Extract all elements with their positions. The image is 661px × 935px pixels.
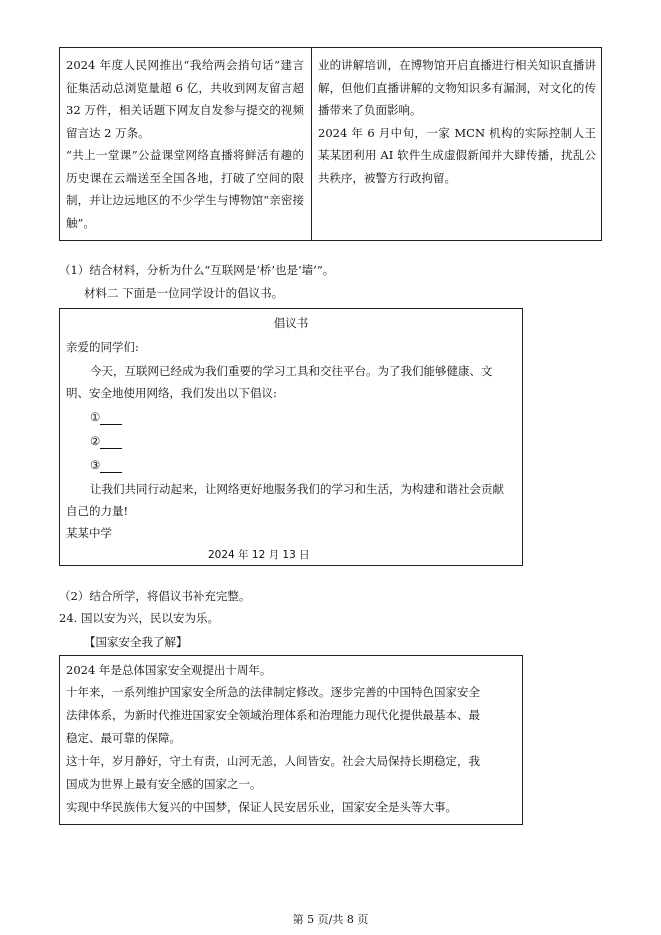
material-table bbox=[59, 47, 602, 241]
table-right-cell bbox=[318, 54, 596, 189]
security-line: 这十年，岁月静好，守土有责，山河无恙，人间皆安。社会大局保持长期稳定，我 bbox=[66, 754, 480, 768]
question-2: （2）结合所学，将倡议书补充完整。 bbox=[59, 589, 251, 603]
question-24-title: 24. 国以安为兴，民以安为乐。 bbox=[59, 611, 219, 625]
proposal-signature: 某某中学 bbox=[66, 526, 112, 540]
item-number: ② bbox=[90, 434, 101, 448]
proposal-item-1 bbox=[90, 409, 122, 425]
proposal-box bbox=[59, 308, 523, 566]
proposal-closing: 自己的力量! bbox=[66, 504, 129, 518]
security-line: 2024 年是总体国家安全观提出十周年。 bbox=[66, 663, 272, 677]
answer-blank[interactable] bbox=[100, 460, 122, 473]
proposal-intro: 明、安全地使用网络，我们发出以下倡议: bbox=[66, 386, 277, 400]
proposal-greeting: 亲爱的同学们: bbox=[66, 340, 139, 354]
right-paragraph: 业的讲解培训，在博物馆开启直播进行相关知识直播讲解，但他们直播讲解的文物知识多有漏洞，对文化的传播带来了负面影响。 bbox=[318, 58, 596, 117]
question-1: （1）结合材料，分析为什么“互联网是‘桥’也是‘墙’”。 bbox=[59, 263, 335, 277]
proposal-item-2 bbox=[90, 433, 122, 449]
proposal-title: 倡议书 bbox=[273, 316, 309, 330]
security-line: 实现中华民族伟大复兴的中国梦，保证人民安居乐业，国家安全是头等大事。 bbox=[66, 800, 457, 814]
security-line: 稳定、最可靠的保障。 bbox=[66, 731, 181, 745]
right-paragraph: 2024 年 6 月中旬，一家 MCN 机构的实际控制人王某某团利用 AI 软件生成虚假新闻并大肆传播，扰乱公共秩序，被警方行政拘留。 bbox=[318, 125, 596, 185]
security-line: 法律体系，为新时代推进国家安全领域治理体系和治理能力现代化提供最基本、最 bbox=[66, 708, 480, 722]
proposal-item-3 bbox=[90, 457, 122, 473]
answer-blank[interactable] bbox=[100, 436, 122, 449]
material-2-label: 材料二 下面是一位同学设计的倡议书。 bbox=[84, 286, 284, 300]
proposal-closing: 让我们共同行动起来，让网络更好地服务我们的学习和生活，为构建和谐社会贡献 bbox=[90, 482, 504, 496]
left-paragraph: 2024 年度人民网推出“我给两会捎句话”建言征集活动总浏览量超 6 亿，共收到网友留言超 32 万件，相关话题下网友自发参与提交的视频留言达 2 万条。 bbox=[66, 58, 304, 140]
left-paragraph: “共上一堂课”公益课堂网络直播将鲜活有趣的历史课在云端送至全国各地，打破了空间的限制，并让边远地区的不少学生与博物馆“亲密接触”。 bbox=[66, 148, 304, 230]
security-line: 十年来，一系列维护国家安全所急的法律制定修改。逐步完善的中国特色国家安全 bbox=[66, 685, 480, 699]
page-footer: 第 5 页/共 8 页 bbox=[292, 913, 369, 926]
proposal-date: 2024 年 12 月 13 日 bbox=[208, 549, 310, 561]
security-line: 国成为世界上最有安全感的国家之一。 bbox=[66, 777, 262, 791]
item-number: ③ bbox=[90, 458, 101, 472]
security-box bbox=[59, 655, 523, 825]
answer-blank[interactable] bbox=[100, 412, 122, 425]
section-label: 【国家安全我了解】 bbox=[84, 635, 188, 649]
table-divider bbox=[311, 48, 312, 240]
item-number: ① bbox=[90, 410, 101, 424]
table-left-cell bbox=[66, 54, 304, 234]
proposal-intro: 今天，互联网已经成为我们重要的学习工具和交往平台。为了我们能够健康、文 bbox=[90, 364, 493, 378]
